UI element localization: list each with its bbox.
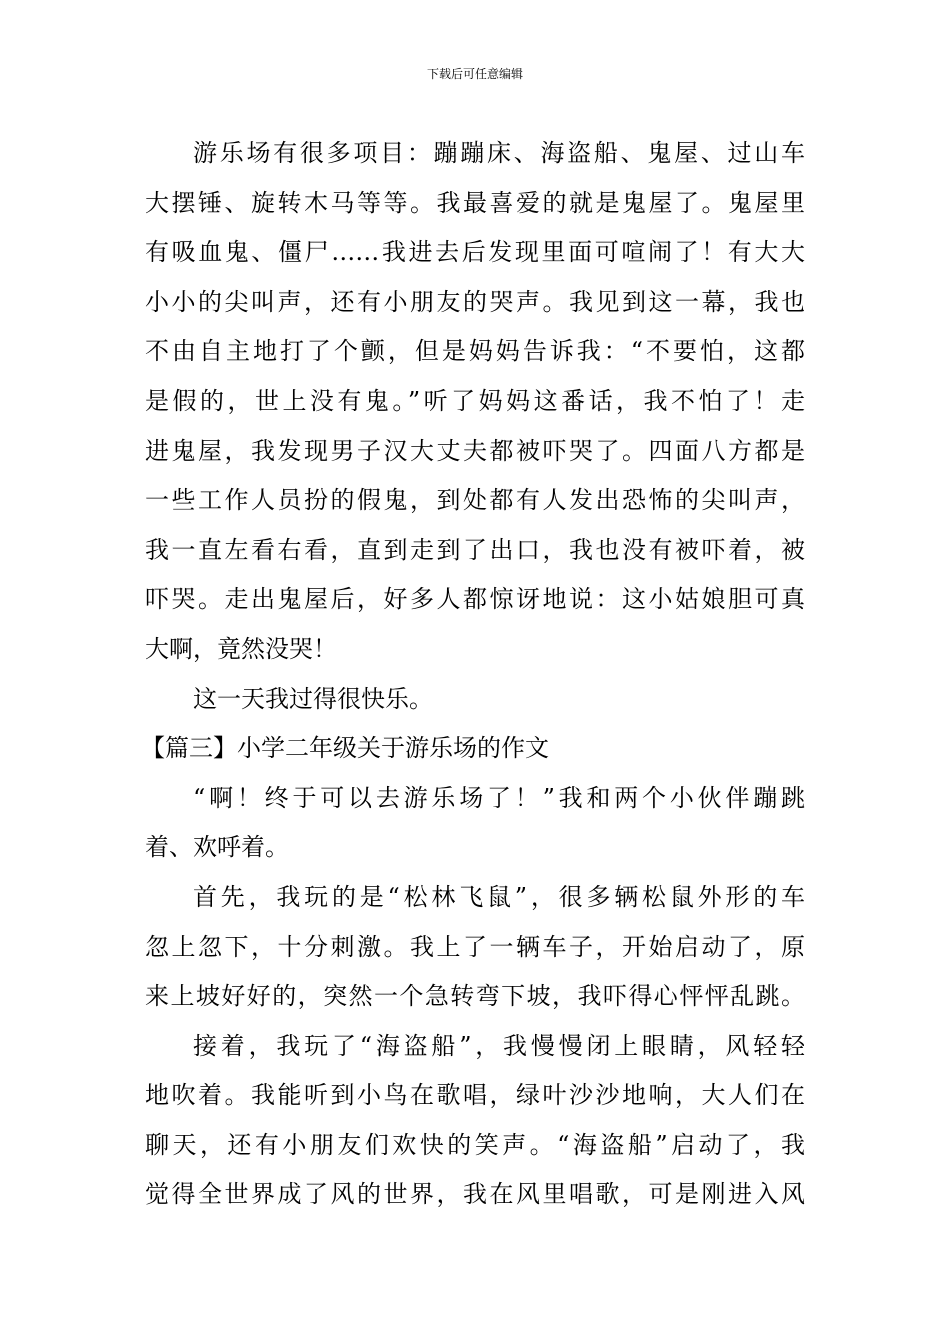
text-line: 是假的，世上没有鬼。”听了妈妈这番话，我不怕了！走 xyxy=(145,386,805,415)
page-header: 下载后可任意编辑 xyxy=(426,67,523,81)
text-line: 一些工作人员扮的假鬼，到处都有人发出恐怖的尖叫声， xyxy=(145,486,805,515)
text-line: 进鬼屋，我发现男子汉大丈夫都被吓哭了。四面八方都是 xyxy=(145,436,805,465)
text-line: 地吹着。我能听到小鸟在歌唱，绿叶沙沙地响，大人们在 xyxy=(145,1081,805,1110)
text-line: 接着，我玩了“海盗船”，我慢慢闭上眼睛，风轻轻 xyxy=(193,1031,805,1060)
text-line: 觉得全世界成了风的世界，我在风里唱歌，可是刚进入风 xyxy=(145,1180,805,1209)
text-line: 大摆锤、旋转木马等等。我最喜爱的就是鬼屋了。鬼屋里 xyxy=(145,188,805,217)
text-line: 大啊，竟然没哭！ xyxy=(145,634,337,663)
text-line: 来上坡好好的，突然一个急转弯下坡，我吓得心怦怦乱跳。 xyxy=(145,982,805,1011)
text-line: 首先，我玩的是“松林飞鼠”，很多辆松鼠外形的车 xyxy=(193,882,805,911)
text-line: 不由自主地打了个颤，但是妈妈告诉我：“不要怕，这都 xyxy=(145,337,805,366)
text-line: 我一直左看右看，直到走到了出口，我也没有被吓着，被 xyxy=(145,535,805,564)
text-line: “啊！终于可以去游乐场了！”我和两个小伙伴蹦跳 xyxy=(193,783,805,812)
text-line: 这一天我过得很快乐。 xyxy=(193,684,433,713)
text-line: 小小的尖叫声，还有小朋友的哭声。我见到这一幕，我也 xyxy=(145,287,805,316)
text-line: 着、欢呼着。 xyxy=(145,833,289,862)
section-heading: 【篇三】小学二年级关于游乐场的作文 xyxy=(141,734,549,763)
document-body xyxy=(141,129,805,1220)
text-line: 吓哭。走出鬼屋后，好多人都惊讶地说：这小姑娘胆可真 xyxy=(145,585,805,614)
text-line: 忽上忽下，十分刺激。我上了一辆车子，开始启动了，原 xyxy=(145,932,805,961)
text-line: 聊天，还有小朋友们欢快的笑声。“海盗船”启动了，我 xyxy=(145,1130,805,1159)
text-line: 有吸血鬼、僵尸……我进去后发现里面可喧闹了！有大大 xyxy=(145,238,805,267)
text-line: 游乐场有很多项目：蹦蹦床、海盗船、鬼屋、过山车 xyxy=(193,139,805,167)
